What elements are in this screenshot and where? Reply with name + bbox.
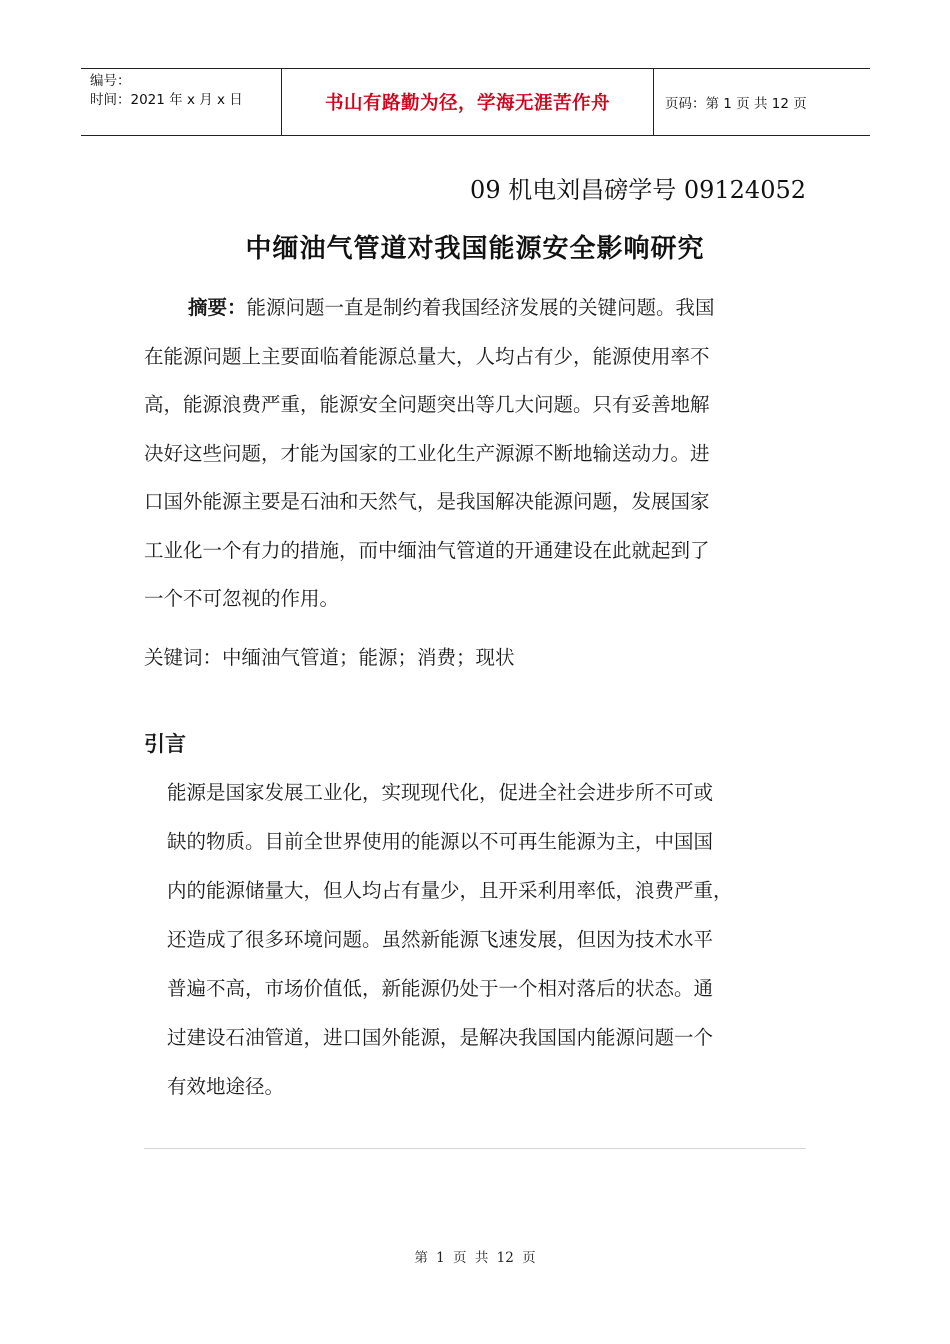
intro-paragraph	[167, 768, 827, 1111]
intro-line: 还造成了很多环境问题。虽然新能源飞速发展，但因为技术水平	[167, 928, 714, 951]
intro-line: 缺的物质。目前全世界使用的能源以不可再生能源为主，中国国	[167, 830, 714, 853]
header-meta-cell	[81, 69, 281, 135]
header-motto-cell	[281, 69, 654, 135]
intro-line: 内的能源储量大，但人均占有量少，且开采利用率低，浪费严重，	[167, 879, 733, 902]
abstract-line: 高，能源浪费严重，能源安全问题突出等几大问题。只有妥善地解	[144, 393, 710, 416]
header-page-cell	[654, 69, 870, 135]
author-line: 09 机电刘昌磅学号 09124052	[470, 176, 806, 204]
page-info: 页码：第 1 页 共 12 页	[665, 96, 807, 112]
section-title-intro: 引言	[144, 732, 186, 756]
abstract-line: 口国外能源主要是石油和天然气，是我国解决能源问题，发展国家	[144, 490, 710, 513]
abstract-line: 在能源问题上主要面临着能源总量大，人均占有少，能源使用率不	[144, 344, 710, 368]
keywords: 关键词：中缅油气管道；能源；消费；现状	[144, 646, 515, 669]
page-footer: 第 1 页 共 12 页	[414, 1250, 536, 1266]
abstract-label: 摘要：	[188, 296, 247, 319]
header-table	[81, 68, 870, 136]
intro-line: 普遍不高，市场价值低，新能源仍处于一个相对落后的状态。通	[167, 977, 714, 1000]
intro-line: 过建设石油管道，进口国外能源，是解决我国国内能源问题一个	[167, 1026, 714, 1049]
abstract-line	[144, 284, 804, 333]
document-title: 中缅油气管道对我国能源安全影响研究	[245, 234, 705, 264]
abstract-line: 工业化一个有力的措施，而中缅油气管道的开通建设在此就起到了	[144, 538, 710, 562]
intro-line: 能源是国家发展工业化，实现现代化，促进全社会进步所不可或	[167, 781, 714, 804]
abstract-line: 决好这些问题，才能为国家的工业化生产源源不断地输送动力。进	[144, 441, 710, 465]
number-label: 编号：	[90, 73, 131, 89]
abstract-text: 能源问题一直是制约着我国经济发展的关键问题。我国	[246, 296, 715, 319]
abstract-line: 一个不可忽视的作用。	[144, 587, 340, 610]
divider	[144, 1148, 806, 1149]
abstract	[144, 284, 804, 624]
motto: 书山有路勤为径，学海无涯苦作舟	[324, 93, 610, 114]
time-label: 时间：2021 年 x 月 x 日	[90, 92, 243, 108]
intro-line: 有效地途径。	[167, 1075, 285, 1098]
